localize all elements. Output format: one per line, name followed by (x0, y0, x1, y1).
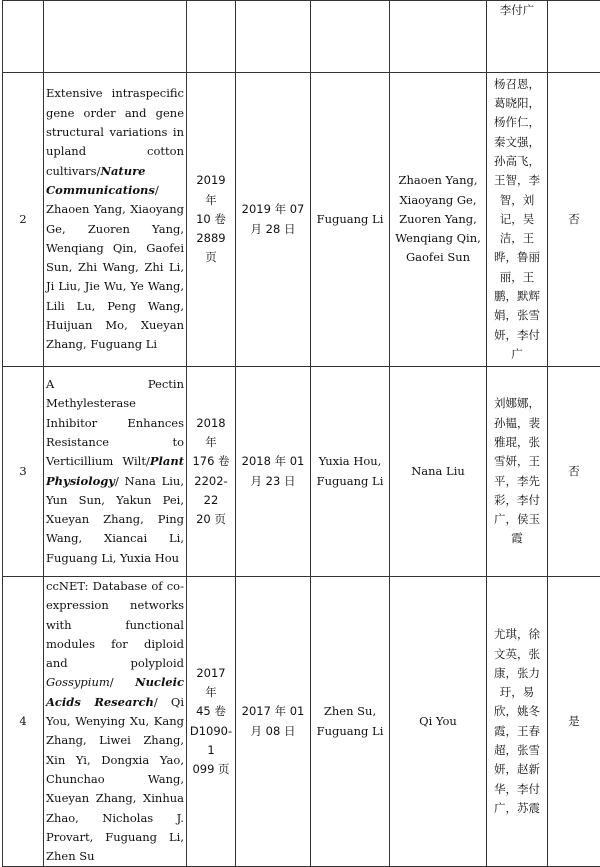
paper-title: ccNET: Database of co-expression networks with functional modules for diploid and polyploid (46, 579, 184, 670)
date-line-2: 月 08 日 (238, 722, 308, 741)
index-cell: 2 (3, 73, 44, 367)
genus-name: Gossypium (46, 675, 110, 689)
paper-cell (44, 577, 187, 867)
volume-pages: 2889 页 (189, 229, 233, 268)
first-author-cell (390, 1, 487, 73)
index-cell: 3 (3, 367, 44, 577)
other-authors-cell: 刘娜娜，孙韫，裴雅琨，张雪妍，王平，李先彩，李付广，侯玉霞 (487, 367, 548, 577)
date-line-2: 月 28 日 (238, 220, 308, 239)
volume-number: 45 卷 (189, 702, 233, 721)
volume-year: 2019 年 (189, 171, 233, 210)
volume-year: 2018 年 (189, 414, 233, 453)
volume-number: 10 卷 (189, 210, 233, 229)
corresponding-author-cell: Yuxia Hou, Fuguang Li (311, 367, 390, 577)
volume-cell (187, 367, 236, 577)
date-line-1: 2019 年 07 (238, 200, 308, 219)
volume-number: 176 卷 (189, 452, 233, 471)
paper-title: Extensive intraspecific gene order and gene structural variations in upland cotton cultivars/ (46, 86, 184, 177)
flag-cell: 否 (548, 73, 600, 367)
paper-cell (44, 73, 187, 367)
author-list: / Nana Liu, Yun Sun, Yakun Pei, Xueyan Zhang, Ping Wang, Xiancai Li, Fuguang Li, Yuxia Hou (46, 474, 184, 565)
table-row (3, 73, 600, 367)
journal-name: Plant Physiology (46, 454, 184, 487)
table-row (3, 367, 600, 577)
date-cell (236, 577, 311, 867)
date-cell (236, 73, 311, 367)
table-row (3, 577, 600, 867)
flag-cell: 否 (548, 367, 600, 577)
journal-name: Nature Communications (46, 164, 155, 197)
first-author-cell: Zhaoen Yang, Xiaoyang Ge, Zuoren Yang, Wenqiang Qin, Gaofei Sun (390, 73, 487, 367)
volume-year: 2017 年 (189, 664, 233, 703)
index-cell: 4 (3, 577, 44, 867)
corresponding-author-cell (311, 1, 390, 73)
paper-cell (44, 367, 187, 577)
corresponding-author-cell: Fuguang Li (311, 73, 390, 367)
volume-pages: 2202-22 (189, 472, 233, 511)
volume-pages-cont: 099 页 (189, 760, 233, 779)
other-authors-text: 李付广 (500, 3, 535, 17)
volume-cell (187, 73, 236, 367)
paper-cell (44, 1, 187, 73)
first-author-cell: Qi You (390, 577, 487, 867)
first-author-cell: Nana Liu (390, 367, 487, 577)
title-separator: / (110, 675, 114, 689)
volume-pages-cont: 20 页 (189, 510, 233, 529)
flag-cell (548, 1, 600, 73)
date-line-2: 月 23 日 (238, 472, 308, 491)
other-authors-cell: 尤琪，徐文英，张康，张力玗，易欣，姚冬霞，王春超，张雪妍，赵新华，李付广，苏震 (487, 577, 548, 867)
date-line-1: 2017 年 01 (238, 702, 308, 721)
volume-cell (187, 1, 236, 73)
flag-cell: 是 (548, 577, 600, 867)
author-list: / Zhaoen Yang, Xiaoyang Ge, Zuoren Yang, Wenqiang Qin, Gaofei Sun, Zhi Wang, Zhi Li, Ji Liu, Jie Wu, Ye Wang, Lili Lu, Peng Wang, Huijuan Mo, Xueyan Zhang, Fuguang Li (46, 183, 184, 351)
publications-table (2, 0, 600, 867)
corresponding-author-cell: Zhen Su, Fuguang Li (311, 577, 390, 867)
paper-title: A Pectin Methylesterase Inhibitor Enhances Resistance to Verticillium Wilt/ (46, 377, 184, 468)
date-cell (236, 367, 311, 577)
other-authors-cell (487, 1, 548, 73)
volume-cell (187, 577, 236, 867)
other-authors-cell: 杨召恩，葛晓阳，杨作仁，秦文强，孙高飞，王智，李智，刘记，吴洁，王晔，鲁丽丽，王鹏，默辉娟，张雪妍，李付广 (487, 73, 548, 367)
volume-pages: D1090-1 (189, 722, 233, 761)
journal-name: Nucleic Acids Research (46, 675, 184, 708)
author-list: / Qi You, Wenying Xu, Kang Zhang, Liwei Zhang, Xin Yi, Dongxia Yao, Chunchao Wang, Xueyan Zhang, Xinhua Zhao, Nicholas J. Provart, Fuguang Li, Zhen Su (46, 695, 184, 863)
date-line-1: 2018 年 01 (238, 452, 308, 471)
index-cell (3, 1, 44, 73)
date-cell (236, 1, 311, 73)
table-row (3, 1, 600, 73)
